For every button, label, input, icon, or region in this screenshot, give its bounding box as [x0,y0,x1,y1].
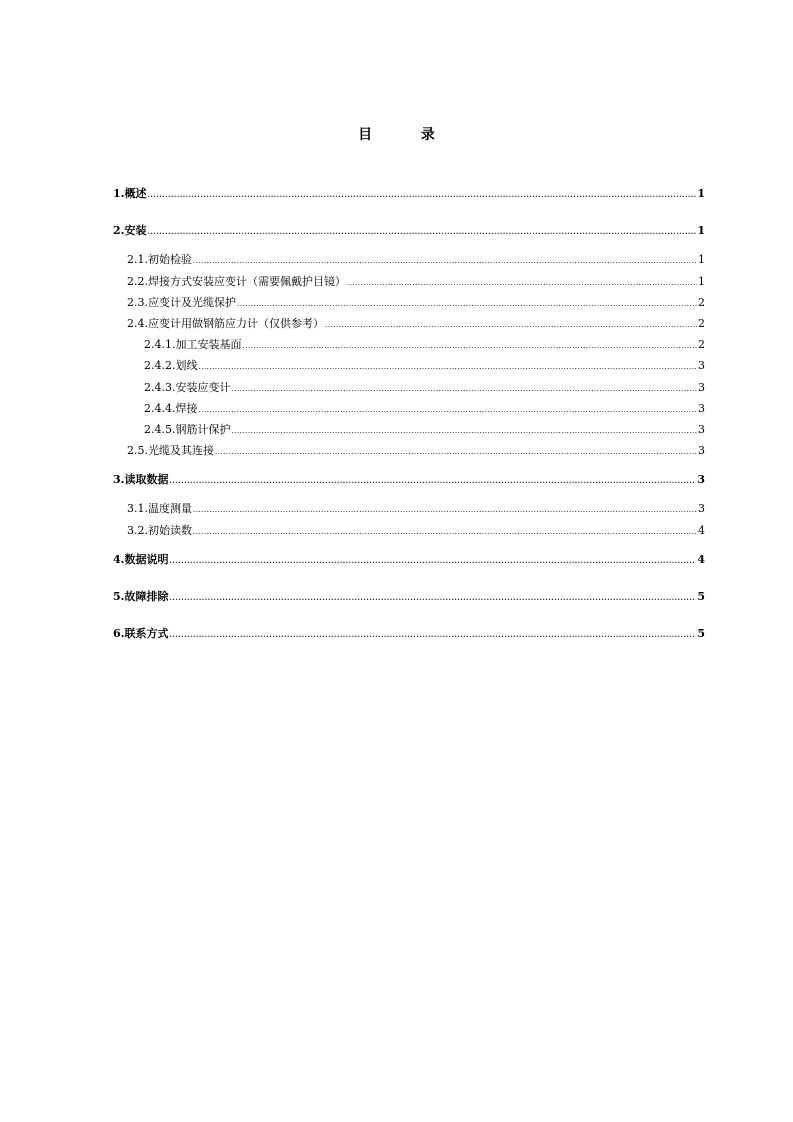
toc-entry-label: 2.4.应变计用做钢筋应力计（仅供参考） [127,317,324,330]
toc-entry-label: 3.1.温度测量 [127,502,192,515]
toc-entry-label: 2.1.初始检验 [127,253,192,266]
toc-entry-2-4-5[interactable] [144,422,705,438]
toc-entry-page: 5 [697,627,705,640]
toc-entry-3[interactable] [113,472,705,488]
toc-entry-6[interactable] [113,626,705,642]
toc-entry-2-2[interactable] [127,274,705,290]
toc-entry-label: 2.3.应变计及光缆保护 [127,296,236,309]
toc-entry-page: 2 [698,317,705,330]
toc-entry-page: 3 [698,423,705,436]
toc-title: 目 录 [358,127,457,143]
toc-entry-2-5[interactable] [127,443,705,459]
toc-entry-3-1[interactable] [127,501,705,517]
dot-leader [147,224,696,240]
dot-leader [169,590,696,606]
toc-entry-page: 3 [697,473,705,486]
toc-entry-page: 2 [698,338,705,351]
toc-entry-2[interactable] [113,223,705,239]
toc-entry-page: 1 [697,187,705,200]
toc-entry-page: 4 [697,553,705,566]
toc-entry-page: 3 [698,381,705,394]
toc-entry-2-4-4[interactable] [144,401,705,417]
toc-entry-label: 6.联系方式 [113,627,169,640]
dot-leader [199,402,698,418]
toc-entry-page: 1 [698,253,705,266]
dot-leader [243,338,698,354]
toc-entry-2-3[interactable] [127,295,705,311]
toc-entry-2-1[interactable] [127,252,705,268]
toc-entry-page: 5 [697,590,705,603]
dot-leader [237,296,697,312]
toc-entry-label: 3.2.初始读数 [127,524,192,537]
dot-leader [232,381,698,397]
toc-entry-2-4-1[interactable] [144,337,705,353]
toc-entry-label: 2.4.3.安装应变计 [144,381,231,394]
toc-entry-label: 1.概述 [113,187,147,200]
dot-leader [169,553,696,569]
dot-leader [147,187,696,203]
toc-entry-label: 2.4.4.焊接 [144,402,198,415]
toc-entry-2-4-2[interactable] [144,358,705,374]
toc-entry-1[interactable] [113,186,705,202]
toc-entry-page: 4 [698,524,705,537]
toc-entry-4[interactable] [113,552,705,568]
toc-entry-page: 3 [698,502,705,515]
dot-leader [199,359,698,375]
dot-leader [215,444,697,460]
toc-entry-label: 4.数据说明 [113,553,169,566]
toc-entry-page: 1 [697,224,705,237]
toc-entry-label: 2.安装 [113,224,147,237]
dot-leader [347,275,697,291]
toc-entry-label: 3.读取数据 [113,473,169,486]
dot-leader [325,317,697,333]
toc-entry-label: 2.4.2.划线 [144,359,198,372]
dot-leader [193,502,697,518]
dot-leader [193,253,697,269]
dot-leader [193,524,697,540]
toc-entry-2-4-3[interactable] [144,380,705,396]
dot-leader [232,423,698,439]
toc-entry-label: 2.4.5.钢筋计保护 [144,423,231,436]
toc-entry-page: 3 [698,444,705,457]
toc-entry-page: 3 [698,359,705,372]
toc-entry-page: 1 [698,275,705,288]
dot-leader [169,627,696,643]
toc-entry-label: 2.4.1.加工安装基面 [144,338,242,351]
toc-entry-5[interactable] [113,589,705,605]
dot-leader [169,473,696,489]
toc-entry-page: 2 [698,296,705,309]
toc-entry-page: 3 [698,402,705,415]
toc-entry-label: 2.5.光缆及其连接 [127,444,214,457]
toc-entry-label: 2.2.焊接方式安装应变计（需要佩戴护目镜） [127,275,346,288]
toc-entry-2-4[interactable] [127,316,705,332]
toc-entry-3-2[interactable] [127,523,705,539]
toc-entry-label: 5.故障排除 [113,590,169,603]
